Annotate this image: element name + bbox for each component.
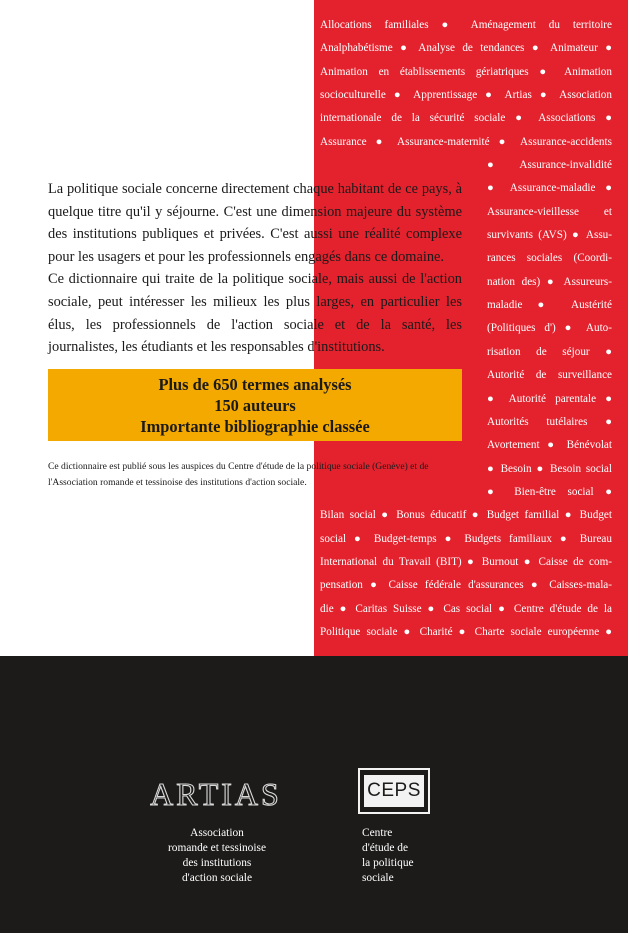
terms-line: internationale de la sécurité sociale ● Associations ● [320, 112, 612, 125]
banner-line: 150 auteurs [214, 395, 296, 415]
terms-line: rances sociales (Coordi- [487, 252, 612, 265]
terms-line: (Politiques d') ● Auto- [487, 322, 612, 335]
terms-line: Autorité de surveillance [487, 369, 612, 382]
terms-line: ● Autorité parentale ● [487, 392, 612, 405]
banner-line: Plus de 650 termes analysés [158, 374, 352, 394]
highlight-banner [48, 369, 462, 441]
terms-line: Analphabétisme ● Analyse de tendances ● Animateur ● [320, 42, 612, 55]
terms-line: ● Assurance-invalidité [487, 159, 612, 172]
ceps-logo [358, 768, 430, 814]
terms-line: die ● Caritas Suisse ● Cas social ● Centre d'étude de la [320, 602, 612, 615]
terms-line: ● Assurance-maladie ● [487, 182, 612, 195]
artias-line: romande et tessinoise [167, 842, 267, 854]
ceps-description [362, 826, 442, 886]
artias-logo [150, 774, 282, 812]
intro-paragraph-1: La politique sociale concerne directement chaque habitant de ce pays, à quelque titre qu'il y séjourne. C'est une dimension majeure du système des institutions publiques et privées. C'est aussi une réalité complexe pour les usagers et pour les professionnels engagés dans ce domaine. [48, 181, 462, 265]
artias-line: d'action sociale [181, 872, 253, 884]
terms-line: Autorités tutélaires ● [487, 415, 612, 428]
terms-line: International du Travail (BIT) ● Burnout ● Caisse de com- [320, 555, 612, 568]
footnote: Ce dictionnaire est publié sous les auspices du Centre d'étude de la politique sociale (Genève) et de l'Association romande et tessinoise des institutions d'action sociale. [48, 461, 429, 488]
terms-line: ● Besoin ● Besoin social [487, 462, 612, 475]
banner-line: Importante bibliographie classée [140, 416, 370, 436]
artias-line: Association [190, 827, 244, 839]
terms-line: Assurance ● Assurance-maternité ● Assurance-accidents [320, 135, 612, 148]
ceps-line: la politique [362, 857, 414, 869]
terms-line: maladie ● Austérité [487, 299, 612, 312]
artias-description [160, 826, 274, 886]
ceps-line: Centre [362, 827, 393, 839]
terms-line: Animation en établissements gériatriques ● Animation [320, 65, 612, 78]
artias-logo-text: ARTIAS [150, 776, 282, 812]
terms-line: nation des) ● Assureurs- [487, 275, 612, 288]
ceps-line: d'étude de [362, 842, 409, 854]
terms-line: Assurance-vieillesse et [487, 205, 612, 218]
ceps-line: sociale [362, 872, 394, 884]
terms-line: Avortement ● Bénévolat [487, 439, 612, 452]
terms-line: survivants (AVS) ● Assu- [487, 229, 612, 242]
ceps-logo-text: CEPS [364, 775, 424, 807]
terms-line: Allocations familiales ● Aménagement du territoire [320, 19, 612, 31]
intro-text [48, 178, 462, 359]
terms-line: risation de séjour ● [487, 345, 612, 358]
intro-paragraph-2: Ce dictionnaire qui traite de la politique sociale, mais aussi de l'action sociale, peut intéresser les milieux les plus larges, en particulier les élus, les professionnels de l'action sociale et de la santé, les journalistes, les étudiants et les responsables d'institutions. [48, 271, 462, 356]
terms-line: Politique sociale ● Charité ● Charte sociale européenne ● [320, 625, 612, 638]
terms-line: social ● Budget-temps ● Budgets familiaux ● Bureau [320, 532, 612, 545]
black-footer [0, 656, 628, 933]
terms-line: Bilan social ● Bonus éducatif ● Budget familial ● Budget [320, 509, 612, 522]
terms-line: ● Bien-être social ● [487, 485, 612, 498]
terms-line: socioculturelle ● Apprentissage ● Artias ● Association [320, 89, 612, 102]
artias-line: des institutions [182, 857, 252, 869]
terms-line: pensation ● Caisse fédérale d'assurances ● Caisses-mala- [320, 579, 612, 592]
